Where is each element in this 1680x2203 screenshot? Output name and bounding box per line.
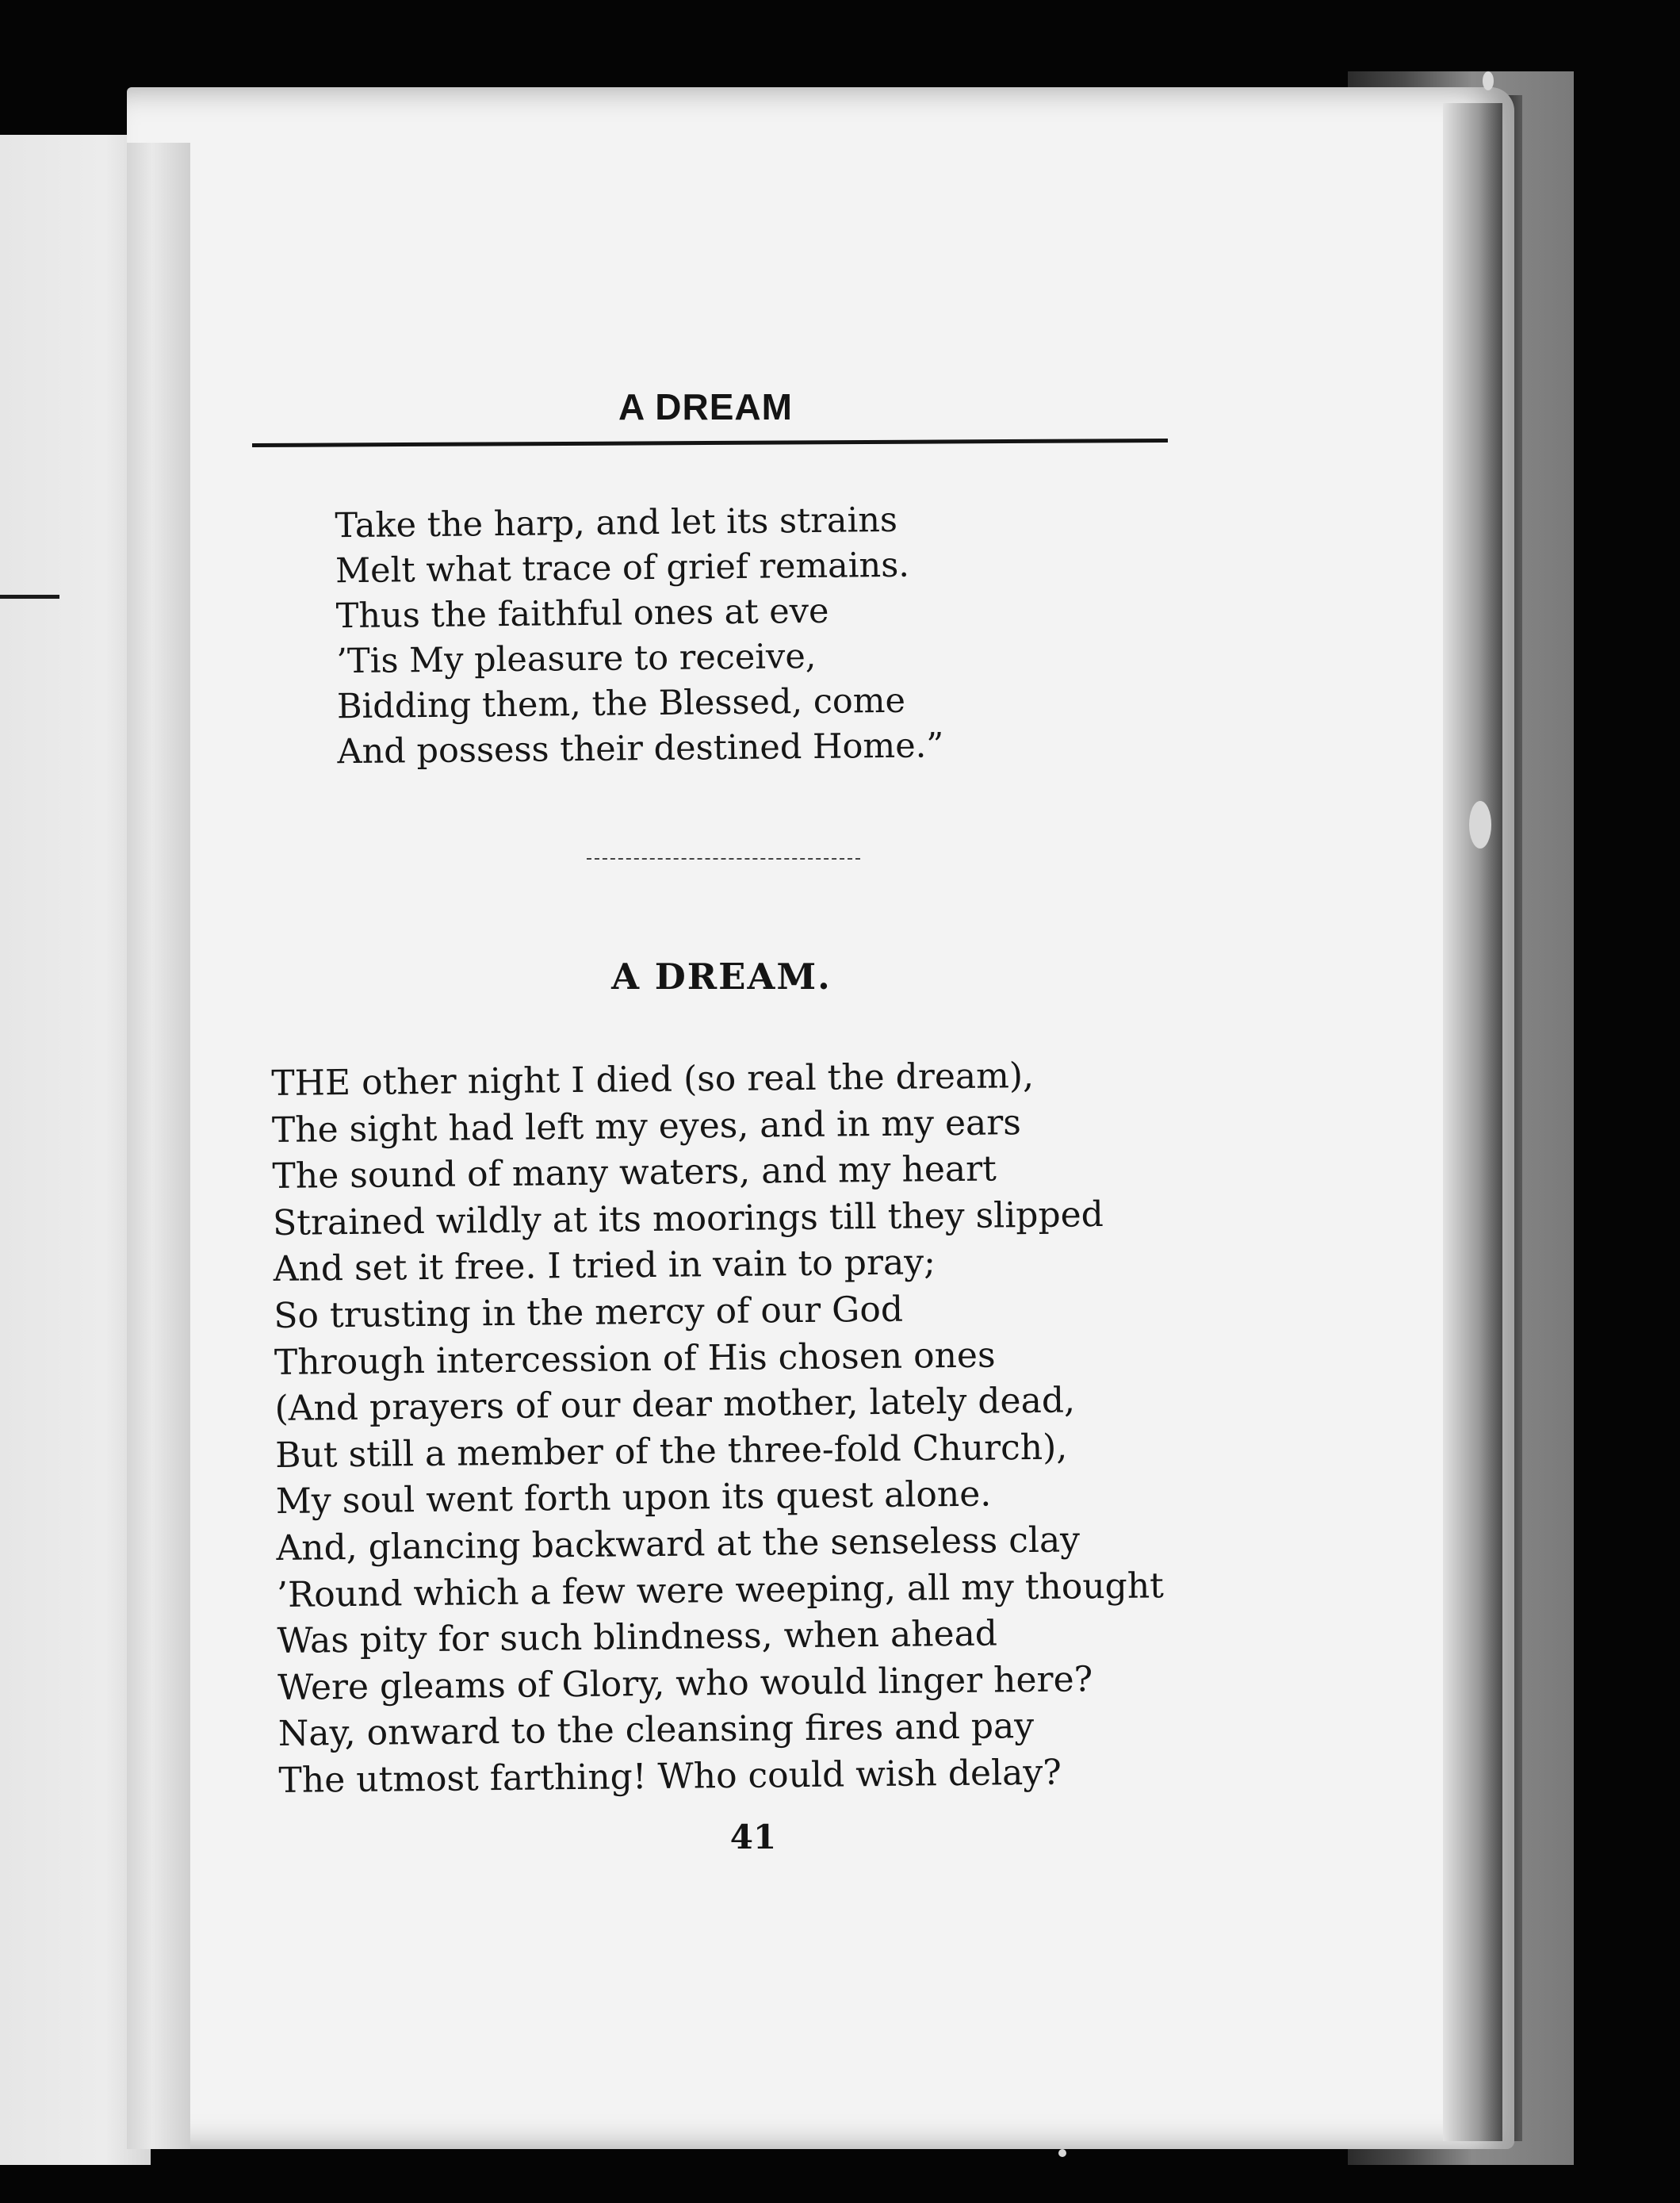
verse-line: So trusting in the mercy of our God bbox=[274, 1289, 904, 1336]
verse-line: Through intercession of His chosen ones bbox=[274, 1335, 996, 1383]
verse-line: And possess their destined Home.” bbox=[337, 726, 944, 772]
verse-line: Thus the faithful ones at eve bbox=[335, 591, 829, 637]
poem-title: A DREAM. bbox=[611, 956, 832, 998]
verse-line: (And prayers of our dear mother, lately dead, bbox=[274, 1380, 1076, 1430]
verse-line: Nay, onward to the cleansing fires and pay bbox=[277, 1706, 1035, 1755]
page-gutter bbox=[127, 143, 190, 2149]
verse-line: My soul went forth upon its quest alone. bbox=[275, 1473, 992, 1523]
verse-line: Was pity for such blindness, when ahead bbox=[277, 1613, 998, 1662]
verse-line: ’Round which a few were weeping, all my thought bbox=[276, 1565, 1165, 1615]
verse-line: Melt what trace of grief remains. bbox=[335, 545, 910, 592]
paper-speck bbox=[1469, 801, 1491, 849]
verse-line: The utmost farthing! Who could wish delay? bbox=[278, 1752, 1062, 1801]
running-head: A DREAM bbox=[618, 386, 793, 427]
section-separator bbox=[587, 858, 860, 860]
verse-line: The sight had left my eyes, and in my ears bbox=[271, 1102, 1022, 1151]
stanza-2 bbox=[271, 1051, 1246, 1804]
verse-line: Take the harp, and let its strains bbox=[335, 500, 898, 546]
page-number: 41 bbox=[729, 1818, 777, 1856]
verse-line: Bidding them, the Blessed, come bbox=[336, 680, 906, 727]
paper-speck bbox=[1058, 2149, 1066, 2157]
verse-line: And set it free. I tried in vain to pray; bbox=[273, 1242, 936, 1290]
verse-line: THE other night I died (so real the dream), bbox=[271, 1055, 1035, 1104]
verse-line: Were gleams of Glory, who would linger here? bbox=[277, 1658, 1093, 1708]
paper-speck bbox=[1483, 71, 1494, 90]
verse-line: But still a member of the three-fold Church), bbox=[274, 1427, 1068, 1476]
page-edge-shadow bbox=[1443, 103, 1502, 2141]
verse-line: The sound of many waters, and my heart bbox=[272, 1148, 997, 1197]
verse-line: ’Tis My pleasure to receive, bbox=[336, 636, 817, 682]
stanza-1 bbox=[335, 496, 1131, 775]
left-page-rule bbox=[0, 595, 59, 599]
verse-line: Strained wildly at its moorings till they slipped bbox=[272, 1193, 1104, 1243]
verse-line: And, glancing backward at the senseless clay bbox=[276, 1519, 1081, 1569]
